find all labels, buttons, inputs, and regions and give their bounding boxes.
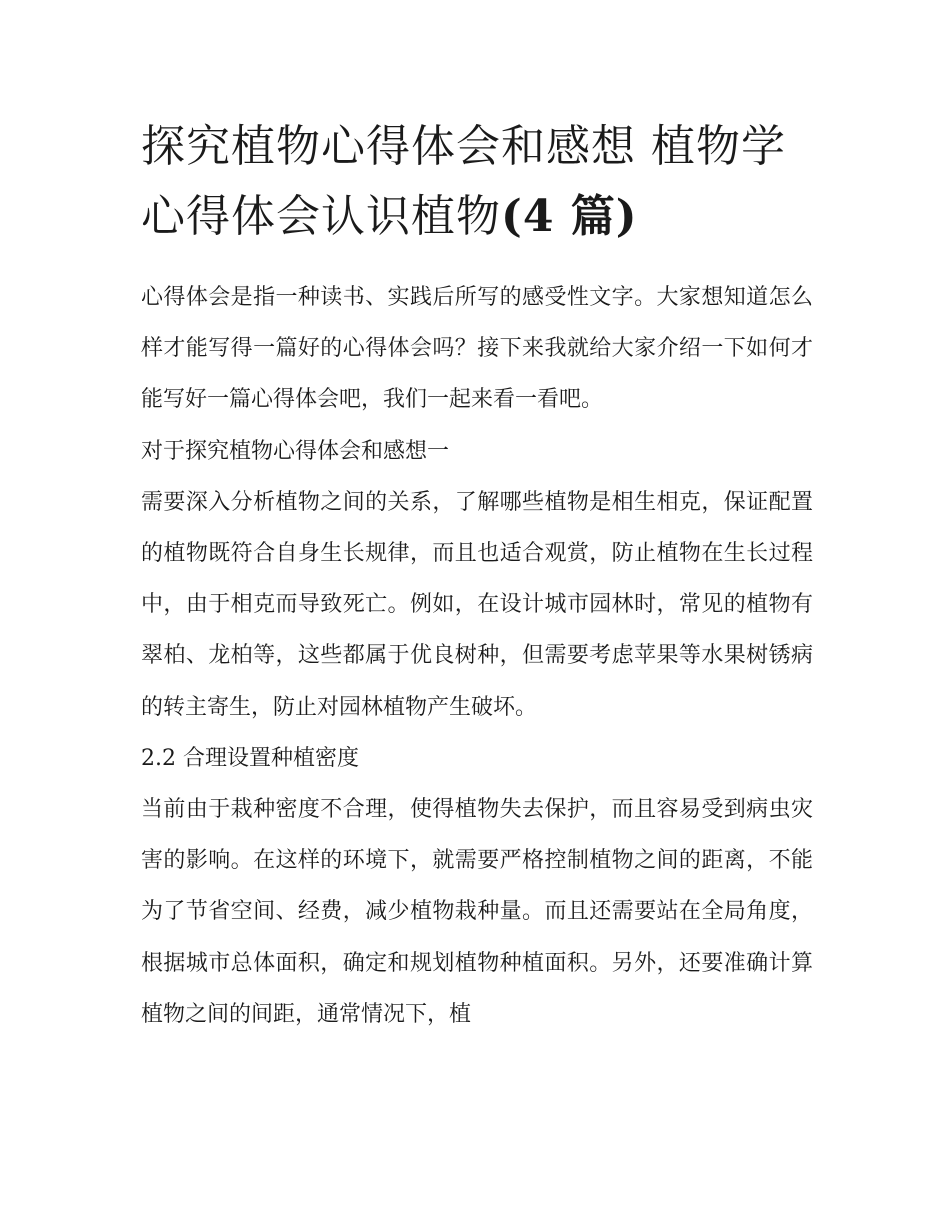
- title-main-text: 探究植物心得体会和感想 植物学心得体会认识植物: [141, 121, 786, 242]
- body-paragraph-density: 当前由于栽种密度不合理，使得植物失去保护，而且容易受到病虫灾害的影响。在这样的环境下，就需要严格控制植物之间的距离，不能为了节省空间、经费，减少植物栽种量。而且还需要站在全局角度，根据城市总体面积，确定和规划植物种植面积。另外，还要准确计算植物之间的间距，通常情况下，植: [141, 797, 813, 1027]
- title-suffix-text: (4 篇): [501, 191, 638, 242]
- intro-paragraph: 心得体会是指一种读书、实践后所写的感受性文字。大家想知道怎么样才能写得一篇好的心得体会吗？接下来我就给大家介绍一下如何才能写好一篇心得体会吧，我们一起来看一看吧。: [141, 285, 813, 413]
- document-page: [141, 112, 813, 1040]
- section-heading: 对于探究植物心得体会和感想一: [141, 438, 450, 464]
- subsection-heading-density: 2.2 合理设置种植密度: [141, 745, 359, 771]
- document-title: [141, 112, 813, 252]
- body-paragraph-relations: 需要深入分析植物之间的关系，了解哪些植物是相生相克，保证配置的植物既符合自身生长规律，而且也适合观赏，防止植物在生长过程中，由于相克而导致死亡。例如，在设计城市园林时，常见的植物有翠柏、龙柏等，这些都属于优良树种，但需要考虑苹果等水果树锈病的转主寄生，防止对园林植物产生破坏。: [141, 489, 813, 720]
